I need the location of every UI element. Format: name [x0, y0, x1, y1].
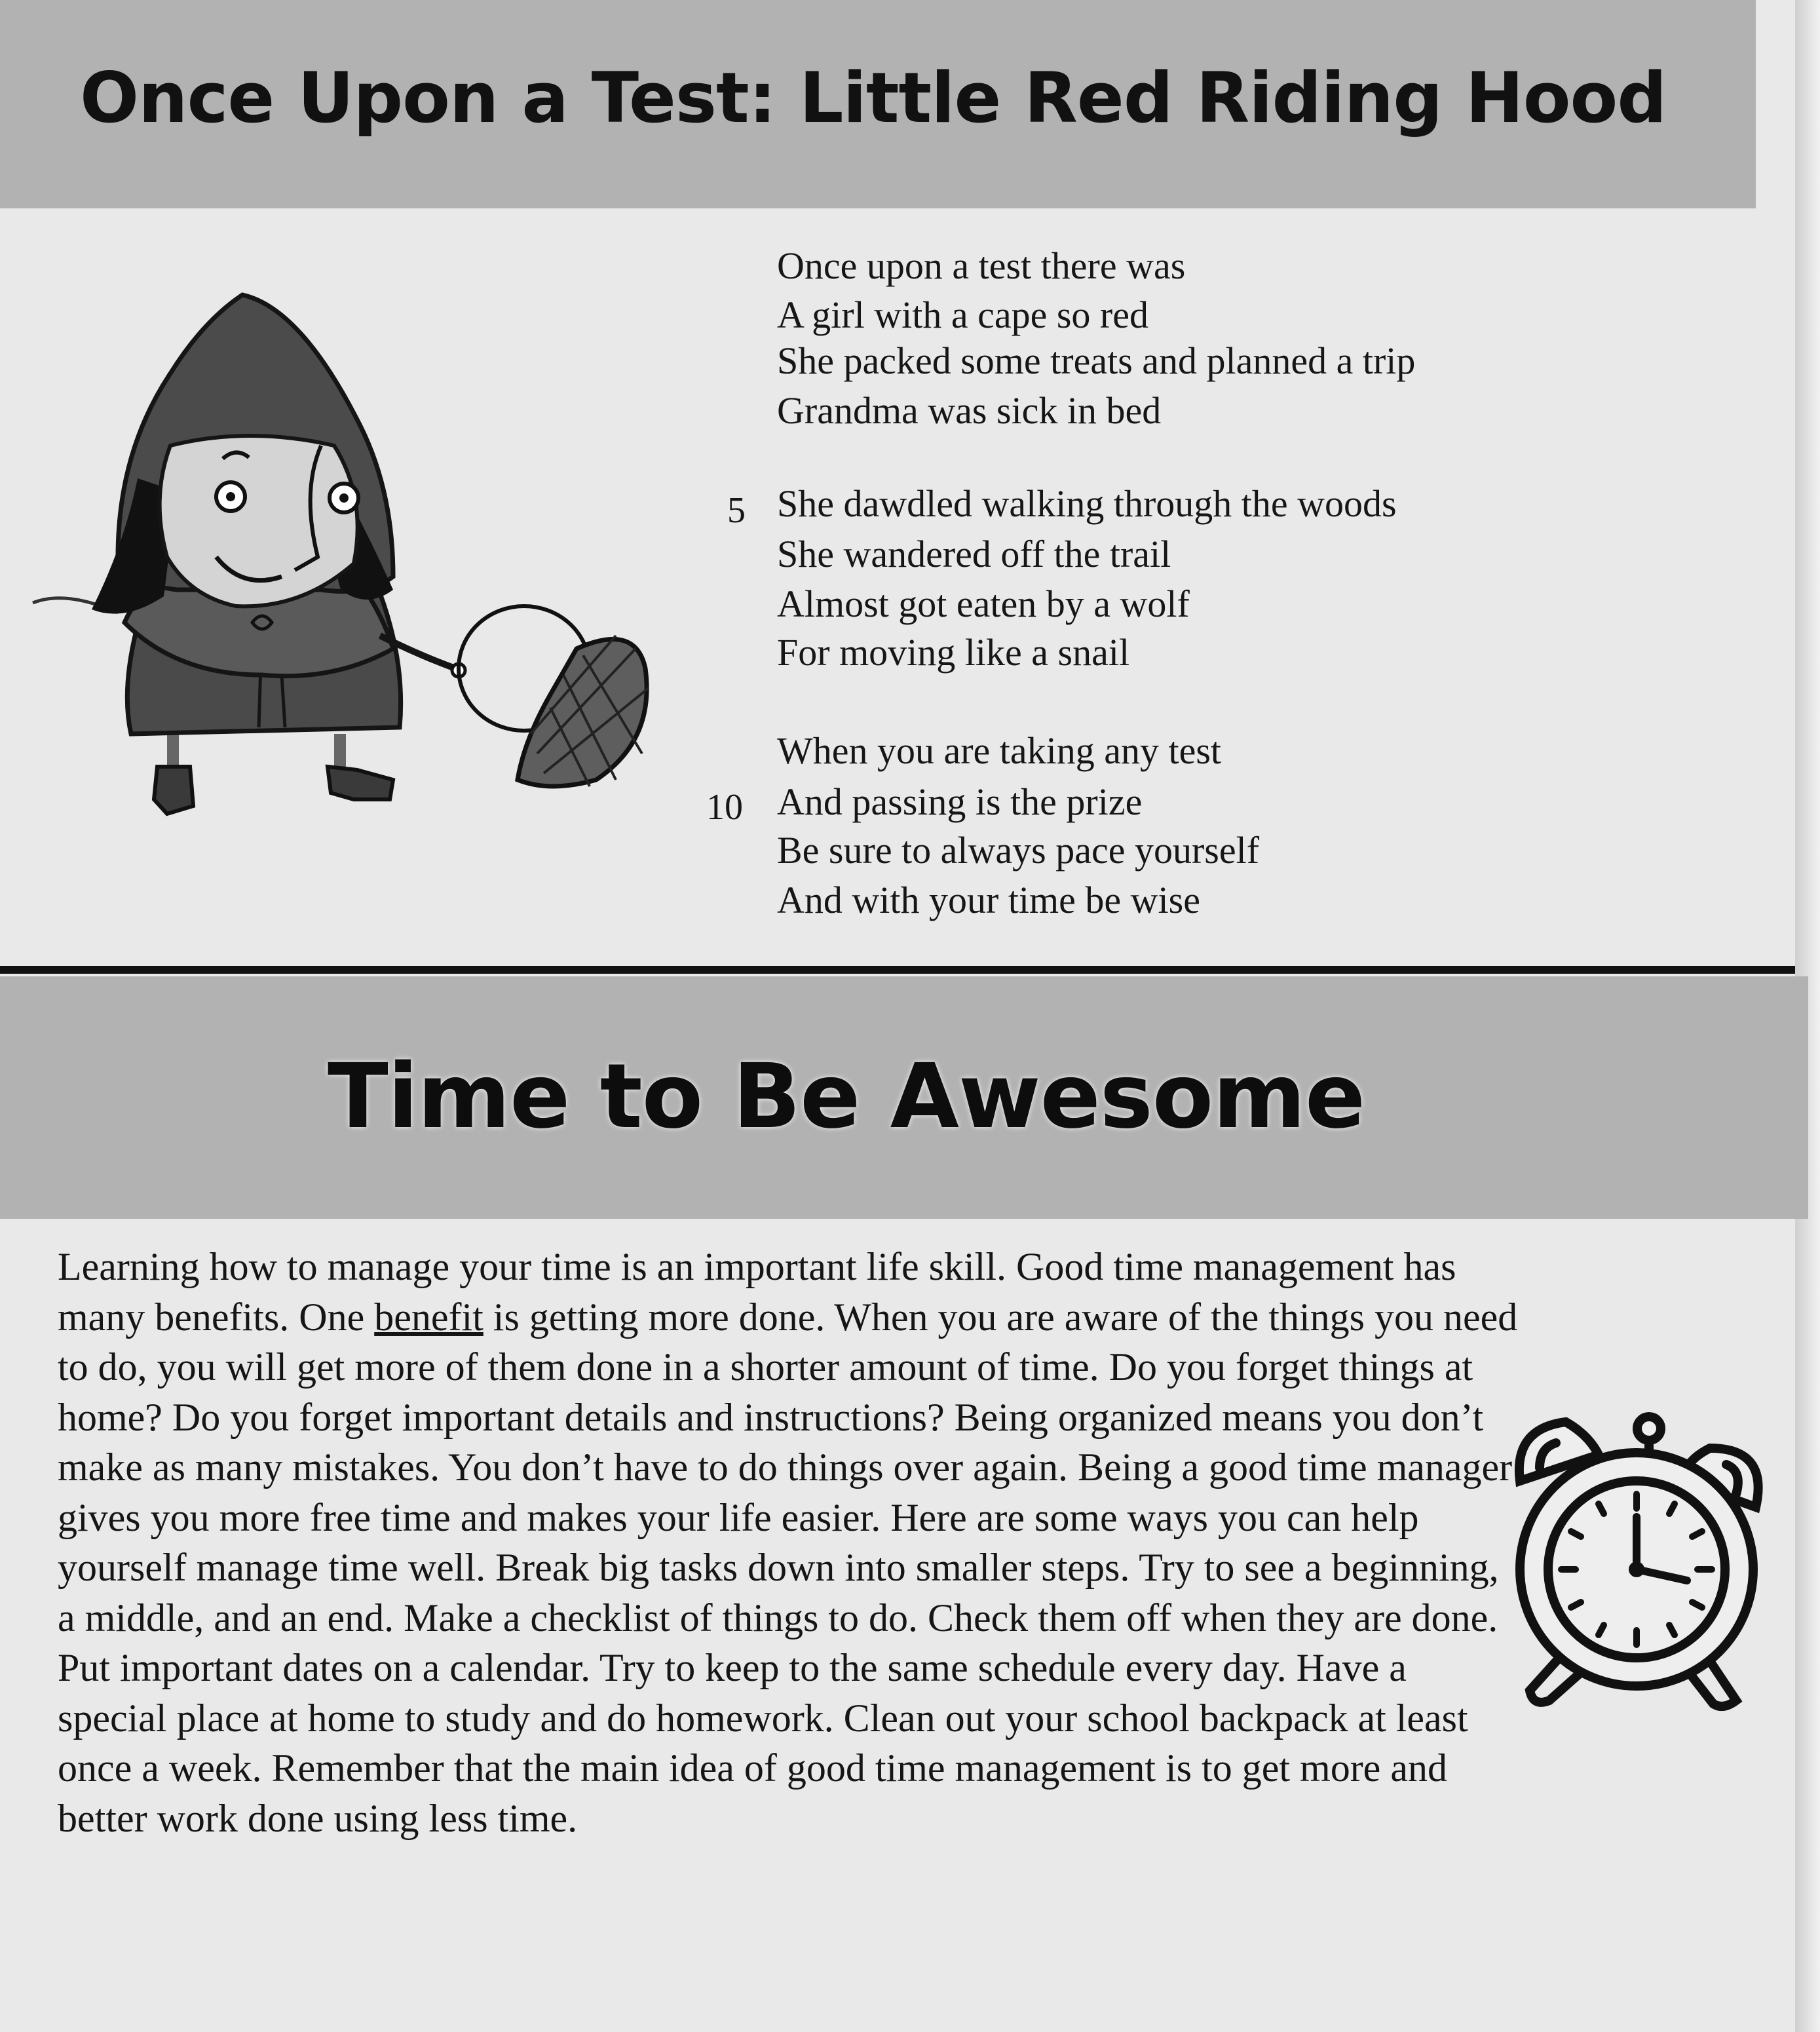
line-number: 5	[727, 490, 746, 531]
red-riding-hood-illustration	[26, 282, 668, 826]
paragraph-text: is getting more done. When you are aware of the things you need to do, you will get more of them done in a shorter amount of time. Do you forget things at home? Do you forget important details and instructions? Being organized means you don’t make as many mistakes. You don’t have to do things over again. Being a good time manager gives you more free time and makes your life easier. Here are some ways you can help yourself manage time well. Break big tasks down into smaller steps. Try to see a beginning, a middle, and an end. Make a checklist of things to do. Check them off when they are done. Put important dates on a calendar. Try to keep to the same schedule every day. Have a special place at home to study and do homework. Clean out your school backpack at least once a week. Remember that the main idea of good time management is to get more and better work done using less time.	[58, 1295, 1518, 1840]
poem-line: She dawdled walking through the woods	[777, 482, 1397, 525]
poem-line: A girl with a cape so red	[777, 294, 1148, 336]
poem-line: Be sure to always pace yourself	[777, 829, 1260, 872]
body-paragraph	[58, 1242, 1525, 1843]
section-title: Time to Be Awesome	[328, 1045, 1365, 1149]
line-number: 10	[706, 787, 743, 828]
poem-line: And passing is the prize	[777, 780, 1143, 823]
poem-line: She packed some treats and planned a trip	[777, 339, 1416, 382]
underlined-word: benefit	[374, 1295, 483, 1339]
poem-line: Grandma was sick in bed	[777, 389, 1162, 432]
section-divider	[0, 966, 1795, 974]
alarm-clock-icon	[1494, 1396, 1782, 1736]
page-title: Once Upon a Test: Little Red Riding Hood	[80, 58, 1667, 138]
poem-line: When you are taking any test	[777, 729, 1222, 772]
paragraph-text: Learning how to manage your time is an important life skill. Good time management has many benefits. One	[58, 1245, 1456, 1339]
poem-line: Almost got eaten by a wolf	[777, 583, 1190, 625]
poem-line: And with your time be wise	[777, 879, 1200, 921]
poem-line: Once upon a test there was	[777, 244, 1186, 287]
poem-line: She wandered off the trail	[777, 533, 1171, 575]
poem-line: For moving like a snail	[777, 631, 1130, 674]
